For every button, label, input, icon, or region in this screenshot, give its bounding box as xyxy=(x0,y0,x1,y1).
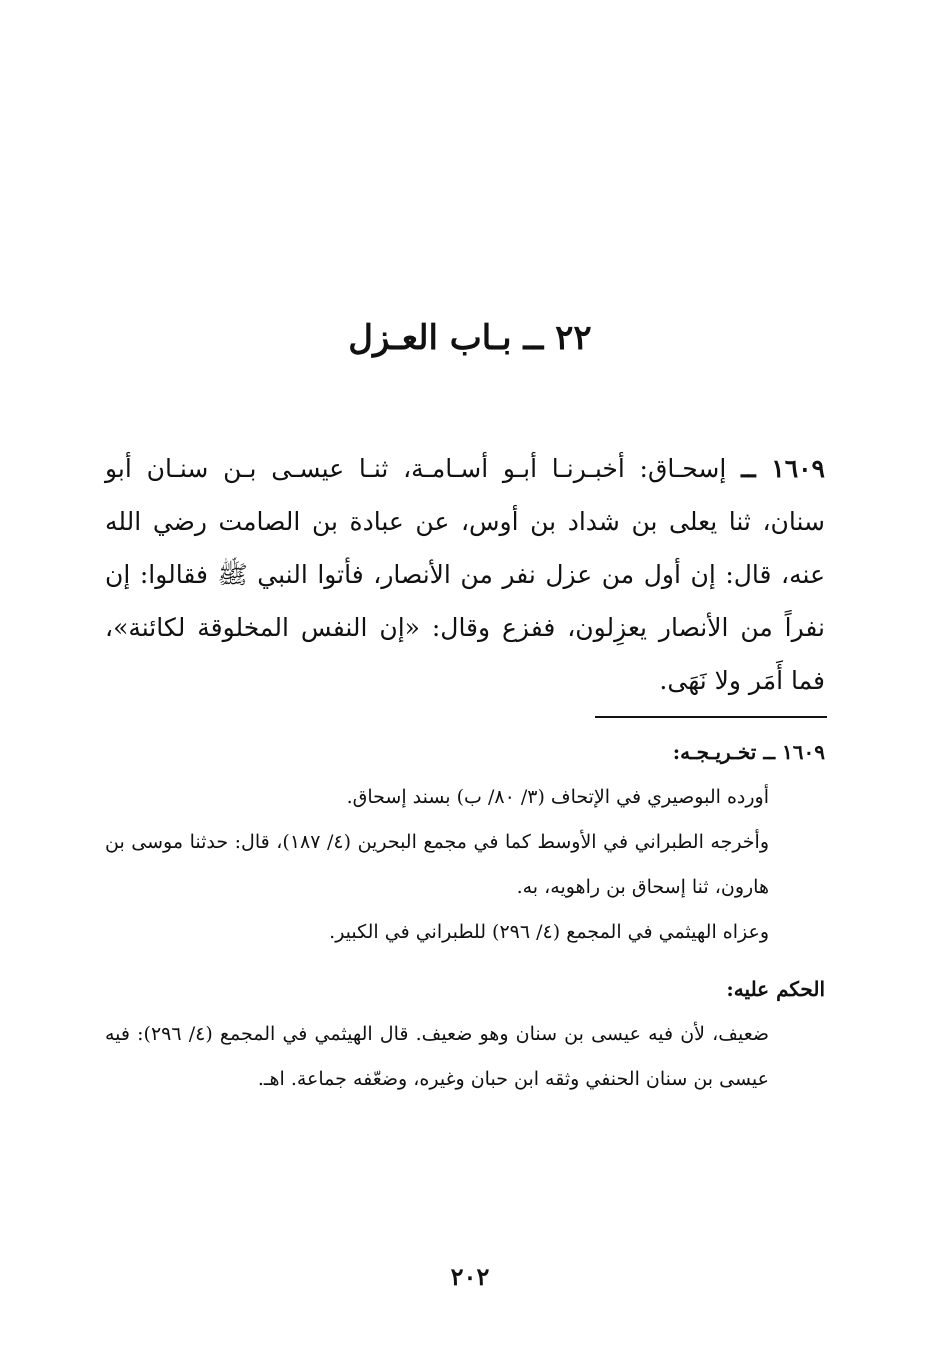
footnote-divider xyxy=(595,716,827,718)
spacer xyxy=(105,955,825,967)
takhrij-heading: ١٦٠٩ ــ تخـريـجـه: xyxy=(672,740,825,764)
takhrij-line-2: وأخرجه الطبراني في الأوسط كما في مجمع البحرين (٤/ ١٨٧)، قال: حدثنا موسى بن هارون، ثنا إسحاق بن راهويه، به. xyxy=(105,831,770,898)
page-number: ٢٠٢ xyxy=(450,1262,490,1291)
hukm-text: ضعيف، لأن فيه عيسى بن سنان وهو ضعيف. قال الهيثمي في المجمع (٤/ ٢٩٦): فيه عيسى بن سنان الحنفي وثقه ابن حبان وغيره، وضعّفه جماعة. اهـ. xyxy=(105,1023,769,1090)
chapter-title: ٢٢ ــ بـاب العـزل xyxy=(348,318,592,358)
footnotes xyxy=(105,730,825,1102)
takhrij-line-1: أورده البوصيري في الإتحاف (٣/ ٨٠/ ب) بسند إسحاق. xyxy=(346,786,769,808)
hadith-text xyxy=(105,442,825,707)
hukm-heading: الحكم عليه: xyxy=(726,977,825,1001)
takhrij-line-3: وعزاه الهيثمي في المجمع (٤/ ٢٩٦) للطبراني في الكبير. xyxy=(329,921,769,943)
hadith-body: إسحـاق: أخبـرنـا أبـو أسـامـة، ثنـا عيسـى بـن سنـان أبو سنان، ثنا يعلى بن شداد بن أوس، عن عبادة بن الصامت رضي الله عنه، قال: إن أول من عزل نفر من الأنصار، فأتوا النبي ﷺ فقالوا: إن نفراً من الأنصار يعزِلون، ففزع وقال: «إن النفس المخلوقة لكائنة»، فما أَمَر ولا نَهَى. xyxy=(105,454,825,695)
hadith-number: ١٦٠٩ ــ xyxy=(741,454,825,483)
